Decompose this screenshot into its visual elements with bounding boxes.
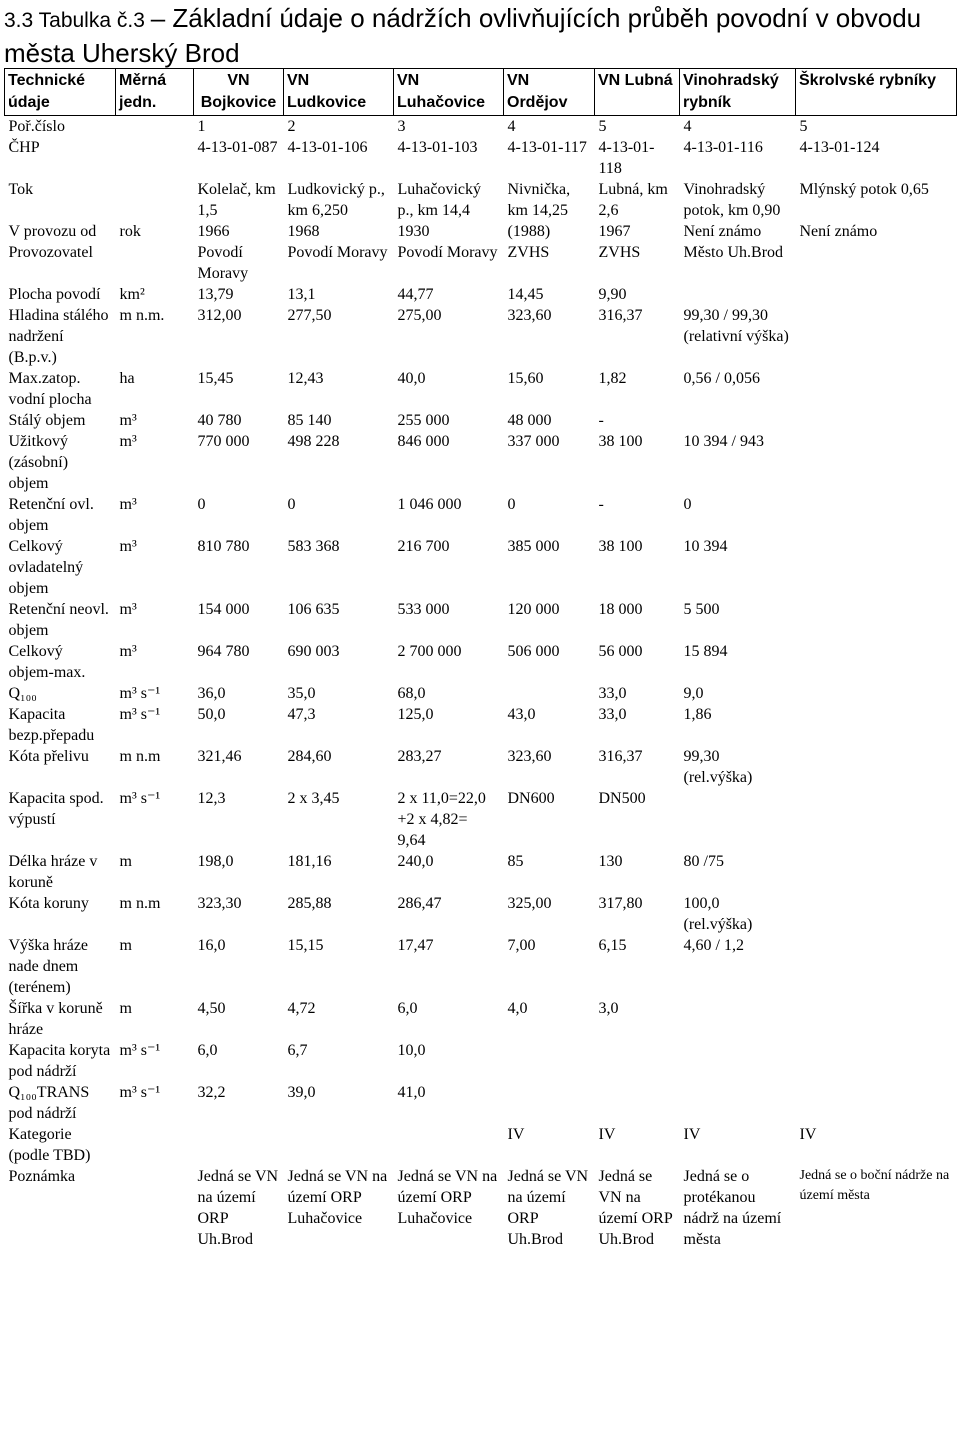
value-cell: 32,2 [197, 1084, 226, 1101]
value-cell [595, 1040, 680, 1082]
value-cell: 40 780 [197, 412, 242, 429]
value-cell: 1930 [397, 223, 430, 240]
value-cell: 1968 [287, 223, 320, 240]
table-row [5, 137, 957, 179]
header-cell: Technické údaje [5, 69, 116, 116]
value-cell: Jedná se VN na území ORP Uh.Brod [507, 1168, 589, 1248]
value-cell: 216 700 [397, 538, 450, 555]
table-row [5, 935, 957, 998]
table-header-row [5, 69, 957, 116]
value-cell [194, 1124, 284, 1166]
unit-cell: m³ [119, 496, 137, 513]
unit-cell [116, 116, 194, 138]
value-cell: 337 000 [507, 433, 560, 450]
value-cell: 770 000 [197, 433, 250, 450]
unit-cell: m³ s⁻¹ [119, 706, 161, 723]
value-cell: 48 000 [507, 412, 552, 429]
unit-cell: m³ s⁻¹ [119, 1042, 161, 1059]
value-cell: 85 [507, 853, 524, 870]
table-row [5, 893, 957, 935]
value-cell: 15,45 [197, 370, 234, 387]
value-cell: 533 000 [397, 601, 450, 618]
value-cell: 4-13-01-103 [397, 139, 478, 156]
value-cell: 4,72 [287, 1000, 316, 1017]
value-cell: 1966 [197, 223, 230, 240]
value-cell [796, 1082, 957, 1124]
value-cell: 1 046 000 [397, 496, 462, 513]
value-cell: Město Uh.Brod [683, 244, 784, 261]
value-cell: 3,0 [598, 1000, 619, 1017]
unit-cell: rok [119, 223, 141, 240]
value-cell: 506 000 [507, 643, 560, 660]
unit-cell [116, 242, 194, 284]
value-cell: 35,0 [287, 685, 316, 702]
value-cell: 5 500 [683, 601, 720, 618]
value-cell: 33,0 [598, 685, 627, 702]
table-row [5, 1082, 957, 1124]
value-cell: Ludkovický p., km 6,250 [287, 181, 385, 219]
row-label: Šířka v koruně hráze [8, 1000, 103, 1038]
value-cell: 10,0 [397, 1042, 426, 1059]
value-cell: 130 [598, 853, 623, 870]
header-cell: VN Bojkovice [194, 69, 284, 116]
value-cell: 100,0 (rel.výška) [683, 895, 753, 933]
value-cell: 690 003 [287, 643, 340, 660]
table-row [5, 284, 957, 305]
value-cell: IV [683, 1126, 701, 1143]
row-label: Kóta přelivu [8, 748, 89, 765]
table-row [5, 221, 957, 242]
value-cell [796, 893, 957, 935]
value-cell: 1,86 [683, 706, 712, 723]
value-cell: 6,7 [287, 1042, 308, 1059]
value-cell: - [598, 496, 604, 513]
header-cell: VN Ludkovice [284, 69, 394, 116]
table-row [5, 851, 957, 893]
value-cell: 44,77 [397, 286, 434, 303]
row-label: Q₁₀₀TRANS pod nádrží [8, 1084, 90, 1122]
value-cell: 13,1 [287, 286, 316, 303]
row-label: Plocha povodí [8, 286, 101, 303]
value-cell: 4-13-01-087 [197, 139, 278, 156]
table-row [5, 1166, 957, 1250]
value-cell [796, 704, 957, 746]
value-cell: 39,0 [287, 1084, 316, 1101]
row-label: Retenční ovl. objem [8, 496, 94, 534]
table-row [5, 998, 957, 1040]
value-cell: 810 780 [197, 538, 250, 555]
value-cell [394, 1124, 504, 1166]
row-label: Provozovatel [8, 244, 93, 261]
value-cell: 4-13-01-116 [683, 139, 763, 156]
value-cell [595, 1082, 680, 1124]
value-cell: 50,0 [197, 706, 226, 723]
value-cell [796, 368, 957, 410]
value-cell: Není známo [683, 223, 762, 240]
row-label: Celkový objem-max. [8, 643, 86, 681]
value-cell [796, 599, 957, 641]
value-cell: 323,60 [507, 748, 552, 765]
value-cell: 4,60 / 1,2 [683, 937, 744, 954]
value-cell: Nivnička, km 14,25 [507, 181, 571, 219]
row-label: Kapacita bezp.přepadu [8, 706, 95, 744]
value-cell: ZVHS [598, 244, 641, 261]
value-cell: Povodí Moravy [397, 244, 498, 261]
value-cell: Jedná se VN na území ORP Uh.Brod [598, 1168, 673, 1248]
value-cell: 99,30 / 99,30 (relativní výška) [683, 307, 789, 345]
value-cell: DN500 [598, 790, 646, 807]
value-cell: 316,37 [598, 307, 643, 324]
value-cell [796, 305, 957, 368]
value-cell: Jedná se o protékanou nádrž na území města [683, 1168, 782, 1248]
value-cell [796, 431, 957, 494]
value-cell: 321,46 [197, 748, 242, 765]
value-cell: 56 000 [598, 643, 643, 660]
table-row [5, 368, 957, 410]
value-cell: 4-13-01-118 [598, 139, 655, 177]
value-cell: 10 394 [683, 538, 728, 555]
value-cell: 5 [598, 118, 607, 135]
value-cell: 325,00 [507, 895, 552, 912]
value-cell: 0 [287, 496, 296, 513]
unit-cell: km² [119, 286, 145, 303]
value-cell: 1,82 [598, 370, 627, 387]
value-cell: 38 100 [598, 433, 643, 450]
value-cell [504, 1082, 595, 1124]
value-cell: 285,88 [287, 895, 332, 912]
document-title [4, 2, 954, 70]
value-cell [680, 284, 796, 305]
value-cell: IV [598, 1126, 616, 1143]
value-cell: 181,16 [287, 853, 332, 870]
unit-cell [116, 179, 194, 221]
unit-cell: m³ [119, 538, 137, 555]
value-cell: 4,0 [507, 1000, 528, 1017]
value-cell: 4,50 [197, 1000, 226, 1017]
value-cell: 106 635 [287, 601, 340, 618]
value-cell: 317,80 [598, 895, 643, 912]
table-row [5, 431, 957, 494]
value-cell [796, 1040, 957, 1082]
value-cell: 17,47 [397, 937, 434, 954]
value-cell: 12,43 [287, 370, 324, 387]
value-cell: 85 140 [287, 412, 332, 429]
row-label: Poznámka [8, 1168, 76, 1185]
table-row [5, 1040, 957, 1082]
row-label: Retenční neovl. objem [8, 601, 109, 639]
header-cell: VN Ordějov [504, 69, 595, 116]
value-cell: 240,0 [397, 853, 434, 870]
value-cell [796, 683, 957, 704]
value-cell: 277,50 [287, 307, 332, 324]
row-label: Kapacita koryta pod nádrží [8, 1042, 111, 1080]
header-cell: VN Luhačovice [394, 69, 504, 116]
value-cell: 18 000 [598, 601, 643, 618]
value-cell: Jedná se VN na území ORP Luhačovice [287, 1168, 388, 1227]
value-cell: 286,47 [397, 895, 442, 912]
value-cell: 15,15 [287, 937, 324, 954]
value-cell: 6,0 [397, 1000, 418, 1017]
value-cell: 9,90 [598, 286, 627, 303]
value-cell: Jedná se VN na území ORP Luhačovice [397, 1168, 498, 1227]
value-cell: 10 394 / 943 [683, 433, 764, 450]
table-row [5, 599, 957, 641]
unit-cell: m³ [119, 643, 137, 660]
value-cell: 498 228 [287, 433, 340, 450]
value-cell: 275,00 [397, 307, 442, 324]
value-cell: 4 [683, 118, 692, 135]
value-cell: 0 [197, 496, 206, 513]
value-cell: 583 368 [287, 538, 340, 555]
table-row [5, 179, 957, 221]
value-cell: (1988) [507, 223, 551, 240]
value-cell: Vinohradský potok, km 0,90 [683, 181, 781, 219]
value-cell: 0 [507, 496, 516, 513]
unit-cell: m n.m. [119, 307, 165, 324]
value-cell [796, 641, 957, 683]
value-cell: 964 780 [197, 643, 250, 660]
table-row [5, 494, 957, 536]
value-cell: 15 894 [683, 643, 728, 660]
value-cell: Lubná, km 2,6 [598, 181, 668, 219]
row-label: V provozu od [8, 223, 97, 240]
row-label: Tok [8, 181, 34, 198]
value-cell: 316,37 [598, 748, 643, 765]
value-cell [680, 410, 796, 431]
value-cell: DN600 [507, 790, 555, 807]
table-number: 3.3 Tabulka č.3 [4, 9, 151, 32]
unit-cell: m [119, 937, 132, 954]
value-cell [680, 1082, 796, 1124]
value-cell: 323,60 [507, 307, 552, 324]
value-cell: Povodí Moravy [197, 244, 249, 282]
table-row [5, 788, 957, 851]
value-cell: 120 000 [507, 601, 560, 618]
value-cell [796, 851, 957, 893]
table-row [5, 116, 957, 138]
reservoir-data-table [4, 68, 957, 1250]
value-cell: 6,15 [598, 937, 627, 954]
value-cell: IV [507, 1126, 525, 1143]
row-label: Délka hráze v koruně [8, 853, 98, 891]
unit-cell: m [119, 853, 132, 870]
unit-cell: m³ s⁻¹ [119, 685, 161, 702]
value-cell: 13,79 [197, 286, 234, 303]
row-label: Výška hráze nade dnem (terénem) [8, 937, 89, 996]
unit-cell: m³ [119, 601, 137, 618]
value-cell: 283,27 [397, 748, 442, 765]
unit-cell: m³ s⁻¹ [119, 790, 161, 807]
value-cell: 2 700 000 [397, 643, 462, 660]
value-cell [680, 1040, 796, 1082]
row-label: Max.zatop. vodní plocha [8, 370, 92, 408]
table-row [5, 641, 957, 683]
value-cell: 7,00 [507, 937, 536, 954]
value-cell: 125,0 [397, 706, 434, 723]
header-cell: Měrná jedn. [116, 69, 194, 116]
value-cell: 6,0 [197, 1042, 218, 1059]
value-cell: 9,0 [683, 685, 704, 702]
value-cell: 385 000 [507, 538, 560, 555]
value-cell: 0 [683, 496, 692, 513]
unit-cell [116, 1124, 194, 1166]
value-cell [796, 410, 957, 431]
value-cell: - [598, 412, 604, 429]
table-row [5, 704, 957, 746]
value-cell: 323,30 [197, 895, 242, 912]
value-cell: 68,0 [397, 685, 426, 702]
value-cell [796, 746, 957, 788]
value-cell: 33,0 [598, 706, 627, 723]
value-cell [680, 998, 796, 1040]
value-cell: 1 [197, 118, 206, 135]
row-label: Celkový ovladatelný objem [8, 538, 84, 597]
value-cell: IV [799, 1126, 817, 1143]
header-cell: Škrolvské rybníky [796, 69, 957, 116]
row-label: Stálý objem [8, 412, 86, 429]
row-label: Poř.číslo [8, 118, 65, 135]
row-label: Kapacita spod. výpustí [8, 790, 104, 828]
header-cell: VN Lubná [595, 69, 680, 116]
value-cell: 2 x 11,0=22,0 +2 x 4,82= 9,64 [397, 790, 486, 849]
table-row [5, 683, 957, 704]
row-label: Kategorie (podle TBD) [8, 1126, 91, 1164]
value-cell: Kolelač, km 1,5 [197, 181, 276, 219]
value-cell: Luhačovický p., km 14,4 [397, 181, 482, 219]
value-cell: Jedná se VN na území ORP Uh.Brod [197, 1168, 279, 1248]
table-row [5, 410, 957, 431]
unit-cell: m³ [119, 433, 137, 450]
value-cell: 4-13-01-117 [507, 139, 587, 156]
table-row [5, 536, 957, 599]
table-title: – Základní údaje o nádržích ovlivňujících průběh povodní v obvodu města Uherský Brod [4, 3, 922, 68]
value-cell: Povodí Moravy [287, 244, 388, 261]
value-cell: 41,0 [397, 1084, 426, 1101]
value-cell: 15,60 [507, 370, 544, 387]
value-cell: 1967 [598, 223, 631, 240]
value-cell [796, 494, 957, 536]
value-cell [796, 788, 957, 851]
table-row [5, 305, 957, 368]
value-cell: 0,56 / 0,056 [683, 370, 760, 387]
value-cell: 16,0 [197, 937, 226, 954]
row-label: Kóta koruny [8, 895, 89, 912]
value-cell [796, 242, 957, 284]
value-cell: 312,00 [197, 307, 242, 324]
value-cell: 38 100 [598, 538, 643, 555]
unit-cell [116, 137, 194, 179]
table-row [5, 1124, 957, 1166]
value-cell: 3 [397, 118, 406, 135]
unit-cell: m [119, 1000, 132, 1017]
value-cell: 80 /75 [683, 853, 724, 870]
value-cell: 198,0 [197, 853, 234, 870]
value-cell: 284,60 [287, 748, 332, 765]
header-cell: Vinohradský rybník [680, 69, 796, 116]
value-cell: Mlýnský potok 0,65 [799, 181, 929, 198]
value-cell [796, 284, 957, 305]
value-cell: 4 [507, 118, 516, 135]
table-row [5, 242, 957, 284]
value-cell [680, 788, 796, 851]
value-cell [796, 998, 957, 1040]
value-cell: 846 000 [397, 433, 450, 450]
value-cell: 47,3 [287, 706, 316, 723]
value-cell: Jedná se o boční nádrže na území města [799, 1168, 950, 1203]
value-cell: 36,0 [197, 685, 226, 702]
value-cell: 255 000 [397, 412, 450, 429]
unit-cell: m³ s⁻¹ [119, 1084, 161, 1101]
value-cell: 2 [287, 118, 296, 135]
unit-cell: ha [119, 370, 135, 387]
value-cell [796, 935, 957, 998]
value-cell: 12,3 [197, 790, 226, 807]
value-cell: 14,45 [507, 286, 544, 303]
row-label: Hladina stálého nadržení (B.p.v.) [8, 307, 109, 366]
row-label: ČHP [8, 139, 40, 156]
value-cell: 99,30 (rel.výška) [683, 748, 753, 786]
unit-cell [116, 1166, 194, 1250]
value-cell: ZVHS [507, 244, 550, 261]
value-cell: 4-13-01-106 [287, 139, 368, 156]
unit-cell: m n.m [119, 895, 161, 912]
value-cell [796, 536, 957, 599]
unit-cell: m³ [119, 412, 137, 429]
row-label: Užitkový (zásobní) objem [8, 433, 69, 492]
value-cell [284, 1124, 394, 1166]
value-cell: 43,0 [507, 706, 536, 723]
value-cell [504, 683, 595, 704]
value-cell: 2 x 3,45 [287, 790, 340, 807]
value-cell: 5 [799, 118, 808, 135]
value-cell: Není známo [799, 223, 878, 240]
table-row [5, 746, 957, 788]
value-cell: 40,0 [397, 370, 426, 387]
value-cell: 154 000 [197, 601, 250, 618]
value-cell: 4-13-01-124 [799, 139, 880, 156]
value-cell [504, 1040, 595, 1082]
unit-cell: m n.m [119, 748, 161, 765]
row-label: Q₁₀₀ [8, 685, 37, 702]
